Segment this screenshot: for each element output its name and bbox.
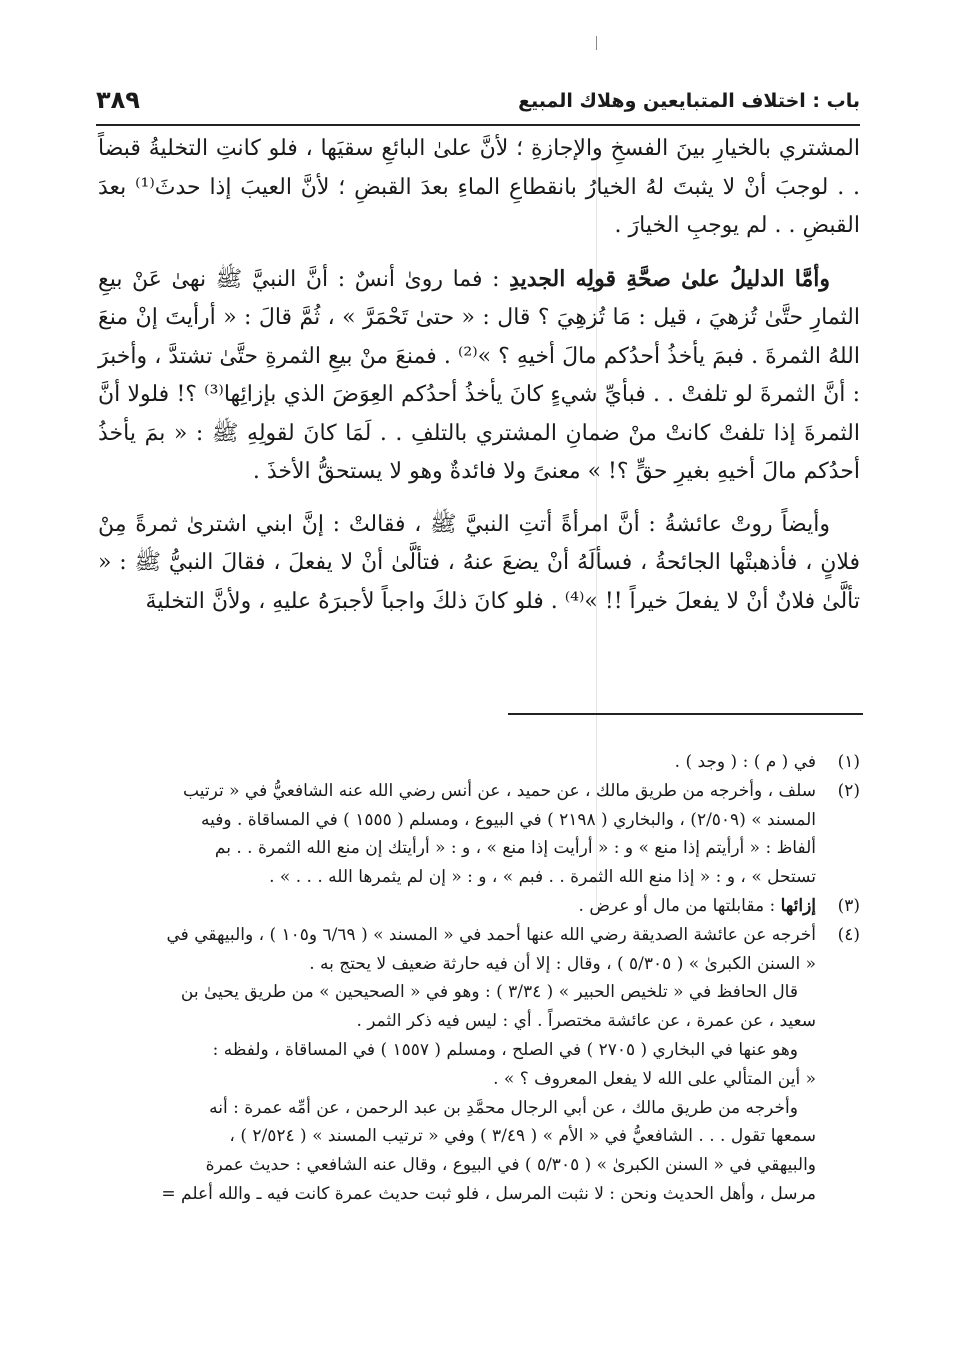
footnote-line: سمعها تقول . . . الشافعيُّ في « الأم » ( ٣/٤٩ ) وفي « ترتيب المسند » ( ٢/٥٢٤ ) ، xyxy=(229,1126,816,1147)
paragraph-2 xyxy=(98,260,860,492)
page-edge-mark xyxy=(596,36,597,50)
text-line: قبضاً . . لوجبَ أنْ لا يثبتَ لهُ الخيارُ بانقطاعِ الماءِ بعدَ القبضِ ؛ لأنَّ العيبَ إذا حدثَ⁽¹⁾ xyxy=(98,136,861,200)
footnote-line: مرسل ، وأهل الحديث ونحن : لا نثبت المرسل ، فلو ثبت حديث عمرة كانت فيه ـ والله أعلم = xyxy=(161,1183,816,1204)
footnote-text: في ( م ) : ( وجد ) . xyxy=(674,752,816,772)
footnote-line: المسند » (٢/٥٠٩) ، والبخاري ( ٢١٩٨ ) في البيوع ، ومسلم ( ١٥٥٥ ) في المساقاة . وفيه xyxy=(200,809,816,830)
footnotes xyxy=(98,748,860,1209)
footnote-line: « أين المتألي على الله لا يفعل المعروف ؟ » . xyxy=(493,1068,816,1089)
footnote-line: سلف ، وأخرجه من طريق مالك ، عن حميد ، عن أنس رضي الله عنه الشافعيُّ في « ترتيب xyxy=(183,780,816,801)
footnote-4 xyxy=(98,921,860,1209)
footnote-line: وأخرجه من طريق مالك ، عن أبي الرجال محمَّدِ بن عبد الرحمن ، عن أمِّه عمرة : أنه xyxy=(209,1097,798,1118)
footnote-1 xyxy=(98,748,860,777)
paragraph-lead: وأمَّا الدليلُ علىٰ صحَّةِ قولِه الجديدِ xyxy=(509,265,830,292)
footnote-number: (٢) xyxy=(837,780,860,801)
text-line: الثمارِ حتَّىٰ تُزهيَ ، قيل : مَا تُزهِيَ ؟ قال : « حتىٰ تَحْمَرَّ » ، ثُمَّ قالَ : « أرأيتَ إنْ xyxy=(135,305,860,330)
text-line: « تألَّىٰ فلانٌ أنْ لا يفعلَ خيراً !! »⁽⁴⁾ . فلو كانَ ذلكَ واجباً لأجبرَهُ عليهِ ، ولأنَّ التخليةَ xyxy=(98,550,860,614)
footnote-separator xyxy=(508,713,863,715)
paragraph-3 xyxy=(98,506,860,622)
text-line: فلولا أنَّ الثمرةَ إذا تلفتْ كانتْ منْ ضمانِ المشتري بالتلفِ . . لَمَا كانَ لقولِهِ ﷺ : « بمَ xyxy=(98,382,860,446)
footnote-text: : مقابلتها من مال أو عرض . xyxy=(578,895,781,916)
text-line: وأخبرَ : أنَّ الثمرةَ لو تلفتْ . . فبأيِّ شيءٍ كانَ يأخذُ أحدُكم العِوَضَ الذي بإزائِها⁽³⁾ ؟! xyxy=(98,343,860,407)
paragraph-1 xyxy=(98,130,860,246)
page-number: ٣٨٩ xyxy=(96,86,140,114)
running-header xyxy=(96,86,860,122)
footnote-line: تستحل » ، و : « إذا منع الله الثمرة . . فبم » ، و : « إن لم يثمرها الله . . . » . xyxy=(269,867,816,888)
text-line: : فما روىٰ أنسٌ : أنَّ النبيَّ ﷺ نهىٰ عَنْ بيعِ xyxy=(98,266,510,292)
footnote-2 xyxy=(98,777,860,892)
footnote-number: (١) xyxy=(837,752,860,772)
footnote-line: ألفاظ : « أرأيتم إذا منع » و : « أرأيت إذا منع » ، و : « أرأيتك إن منع الله الثمرة . . بم xyxy=(214,838,816,859)
footnote-line: أخرجه عن عائشة الصديقة رضي الله عنها أحمد في « المسند » ( ٦/٦٩ و١٠٥ ) ، والبيهقي في xyxy=(166,924,816,945)
text-line: المشتري بالخيارِ بينَ الفسخِ والإجازةِ ؛ لأنَّ علىٰ البائعِ سقيَها ، فلو كانتِ التخليةُ xyxy=(148,136,860,161)
footnote-term: إزائها xyxy=(780,895,816,916)
footnote-line: قال الحافظ في « تلخيص الحبير » ( ٣/٣٤ ) : وهو في « الصحيحين » من طريق يحيىٰ بن xyxy=(180,982,798,1003)
footnote-3 xyxy=(98,892,860,921)
chapter-title: باب : اختلاف المتبايعين وهلاك المبيع xyxy=(518,90,860,112)
footnote-number: (٣) xyxy=(837,895,860,916)
text-line: فلانٍ ، فأذهبتْها الجائحةُ ، فسألَهُ أنْ يضعَ عنهُ ، فتألَّىٰ أنْ لا يفعلَ ، فقالَ النبيُّ ﷺ : xyxy=(119,550,860,575)
main-text xyxy=(98,130,860,635)
text-line: وأيضاً روتْ عائشةُ : أنَّ امرأةً أتتِ النبيَّ ﷺ ، فقالتْ : إنَّ ابني اشترىٰ ثمرةً مِنْ xyxy=(98,511,830,537)
text-line: منعَ اللهُ الثمرةَ . فبمَ يأخذُ أحدُكم مالَ أخيهِ ؟ »⁽²⁾ . فمنعَ منْ بيعِ الثمرةِ حتَّىٰ تشتدَّ ، xyxy=(98,305,860,369)
footnote-line: سعيد ، عن عمرة ، عن عائشة مختصراً . أي : ليس فيه ذكر الثمر . xyxy=(356,1011,816,1032)
header-divider xyxy=(96,124,860,126)
footnote-line: وهو عنها في البخاري ( ٢٧٠٥ ) في الصلح ، ومسلم ( ١٥٥٧ ) في المساقاة ، ولفظه : xyxy=(212,1039,798,1060)
footnote-line: « السنن الكبرىٰ » ( ٥/٣٠٥ ) ، وقال : إلا أن فيه حارثة ضعيف لا يحتج به . xyxy=(309,953,816,974)
text-line: يأخذُ أحدُكم مالَ أخيهِ بغيرِ حقٍّ ؟! » معنىً ولا فائدةٌ وهو لا يستحقُّ الأخذَ . xyxy=(98,420,860,484)
footnote-number: (٤) xyxy=(837,924,860,945)
text-line: بعدَ القبضِ . . لم يوجبِ الخيارَ . xyxy=(98,174,860,238)
footnote-line: والبيهقي في « السنن الكبرىٰ » ( ٥/٣٠٥ ) في البيوع ، وقال عنه الشافعي : حديث عمرة xyxy=(205,1155,816,1176)
